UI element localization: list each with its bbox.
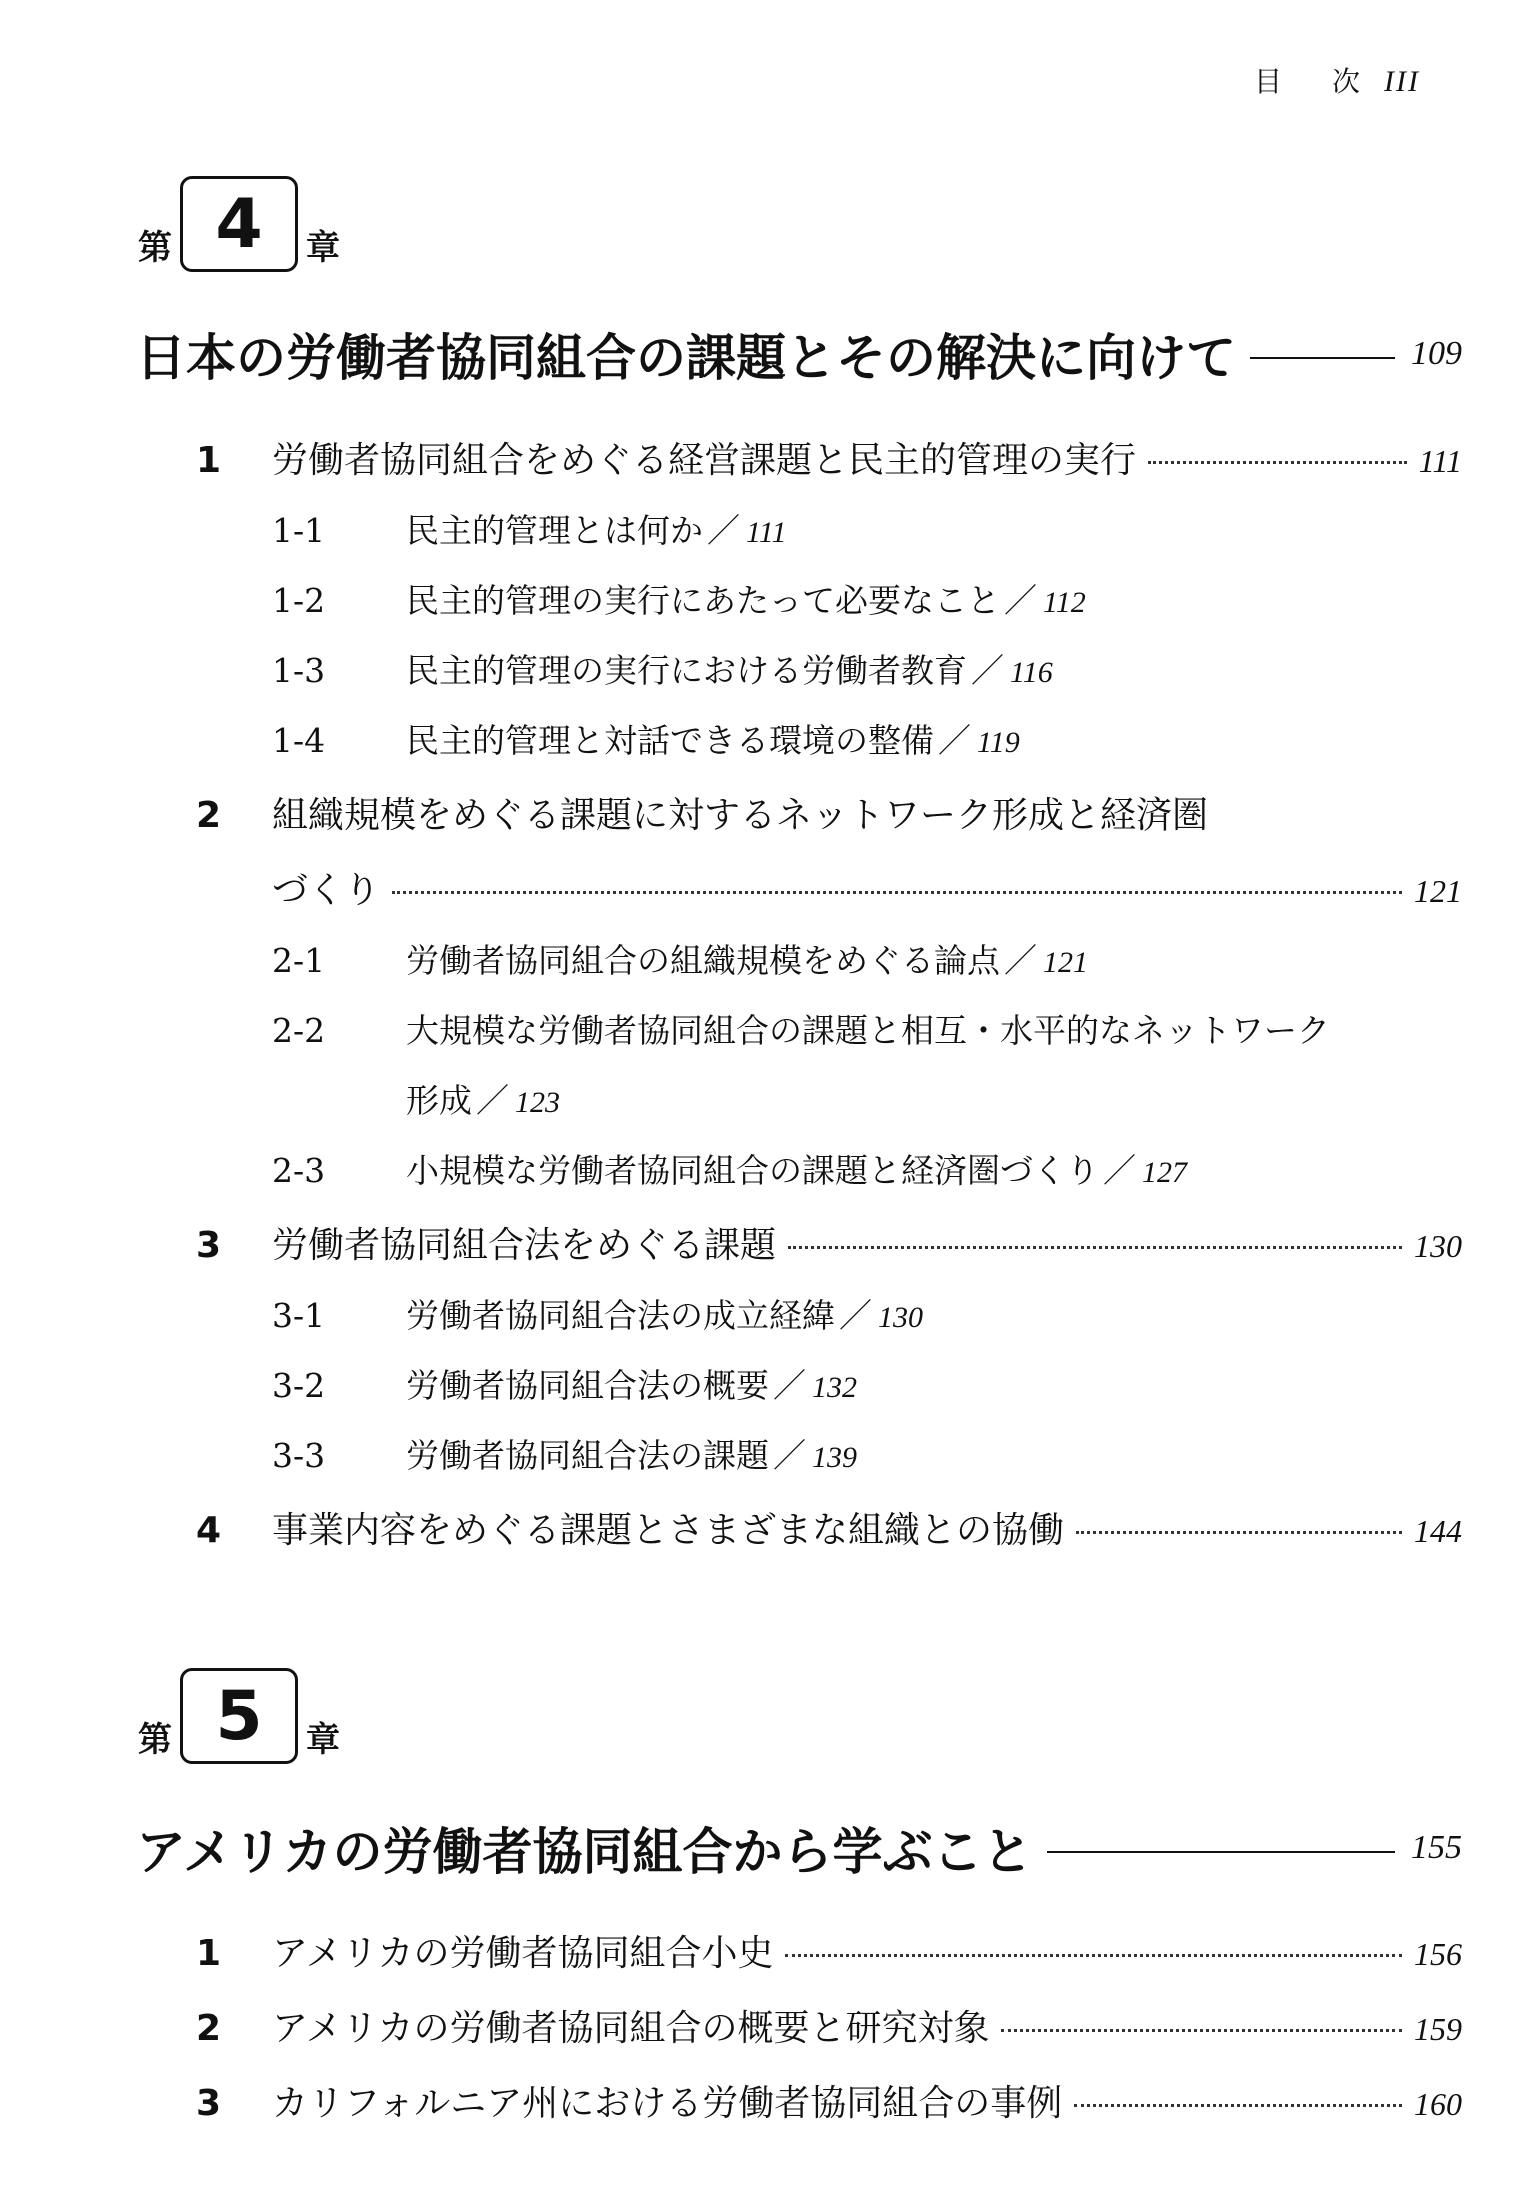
subsection-page: 130: [878, 1301, 923, 1334]
toc-subsection[interactable]: [272, 1145, 1187, 1192]
subsection-title: 大規模な労働者協同組合の課題と相互・水平的なネットワーク: [406, 1011, 1330, 1050]
section-page: 111: [1418, 443, 1462, 479]
subsection-number: 1-3: [272, 651, 326, 690]
subsection-title: 労働者協同組合法の課題: [406, 1436, 769, 1475]
section-page: 156: [1414, 1936, 1462, 1972]
subsection-title: 民主的管理と対話できる環境の整備: [406, 721, 934, 760]
subsection-page: 119: [977, 726, 1020, 759]
section-title: アメリカの労働者協同組合の概要と研究対象: [272, 2008, 990, 2049]
toc-subsection[interactable]: [272, 1290, 923, 1337]
chapter-sho: 章: [306, 1720, 340, 1760]
toc-section[interactable]: [196, 2000, 1462, 2051]
chapter-page: 155: [1411, 1829, 1462, 1866]
toc-section[interactable]: [196, 1502, 1462, 1553]
slash: ／: [938, 721, 971, 760]
chapter-dai: 第: [138, 1720, 172, 1760]
toc-section[interactable]: [196, 1925, 1462, 1976]
running-head-a: 目: [1253, 65, 1284, 98]
toc-section-continuation[interactable]: [196, 862, 1462, 913]
toc-subsection[interactable]: [272, 715, 1020, 762]
section-page: 121: [1414, 873, 1462, 909]
leader-rule: [1047, 1851, 1396, 1853]
toc-subsection[interactable]: [272, 505, 787, 552]
slash: ／: [839, 1296, 872, 1335]
section-number: 3: [196, 2083, 222, 2124]
leader-dots: [788, 1246, 1402, 1249]
subsection-page: 139: [812, 1441, 857, 1474]
toc-subsection[interactable]: [272, 1360, 857, 1407]
toc-subsection[interactable]: [272, 575, 1086, 622]
chapter-dai: 第: [138, 228, 172, 268]
subsection-page: 112: [1043, 586, 1086, 619]
chapter-page: 109: [1411, 335, 1462, 372]
section-title: アメリカの労働者協同組合小史: [272, 1933, 774, 1974]
leader-dots: [1076, 1531, 1402, 1534]
slash: ／: [1004, 581, 1037, 620]
slash: ／: [1103, 1151, 1136, 1190]
section-number: 3: [196, 1225, 222, 1266]
section-number: 2: [196, 2008, 222, 2049]
subsection-number: 3-1: [272, 1296, 326, 1335]
toc-section[interactable]: [196, 1217, 1462, 1268]
slash: ／: [773, 1366, 806, 1405]
chapter-4-title-row[interactable]: [136, 318, 1462, 390]
section-page: 144: [1414, 1513, 1462, 1549]
chapter-5-title-row[interactable]: [136, 1812, 1462, 1884]
toc-section[interactable]: [196, 2075, 1462, 2126]
leader-dots: [1074, 2104, 1402, 2107]
subsection-page: 121: [1043, 946, 1088, 979]
subsection-page: 127: [1142, 1156, 1187, 1189]
subsection-title: 民主的管理の実行にあたって必要なこと: [406, 581, 1000, 620]
subsection-page: 123: [515, 1086, 560, 1119]
slash: ／: [1004, 941, 1037, 980]
slash: ／: [971, 651, 1004, 690]
toc-subsection[interactable]: [272, 1430, 857, 1477]
subsection-number: 1-1: [272, 511, 326, 550]
subsection-page: 116: [1010, 656, 1053, 689]
section-title: 組織規模をめぐる課題に対するネットワーク形成と経済圏: [272, 795, 1209, 836]
subsection-page: 132: [812, 1371, 857, 1404]
subsection-number: 2-3: [272, 1151, 326, 1190]
section-number: 2: [196, 795, 222, 836]
running-head: [1254, 60, 1420, 100]
section-number: 1: [196, 440, 222, 481]
subsection-number: 3-2: [272, 1366, 326, 1405]
leader-dots: [785, 1954, 1402, 1957]
slash: ／: [707, 511, 740, 550]
subsection-title: 労働者協同組合の組織規模をめぐる論点: [406, 941, 1000, 980]
slash: ／: [773, 1436, 806, 1475]
toc-subsection-continuation[interactable]: [272, 1075, 560, 1122]
chapter-number: 5: [215, 1676, 263, 1756]
subsection-number: 2-2: [272, 1011, 326, 1050]
section-page: 160: [1414, 2086, 1462, 2122]
leader-dots: [1001, 2029, 1402, 2032]
toc-subsection[interactable]: [272, 1005, 1330, 1052]
section-page: 159: [1414, 2011, 1462, 2047]
chapter-4-label: [138, 176, 340, 272]
section-title-cont: づくり: [272, 870, 381, 911]
section-title: 労働者協同組合をめぐる経営課題と民主的管理の実行: [272, 440, 1137, 481]
subsection-title: 労働者協同組合法の概要: [406, 1366, 769, 1405]
subsection-title: 民主的管理とは何か: [406, 511, 703, 550]
leader-dots: [392, 891, 1402, 894]
subsection-number: 3-3: [272, 1436, 326, 1475]
toc-subsection[interactable]: [272, 935, 1088, 982]
leader-rule: [1250, 357, 1395, 359]
slash: ／: [476, 1081, 509, 1120]
running-head-b: 次: [1332, 65, 1363, 98]
chapter-number: 4: [215, 184, 263, 264]
toc-section[interactable]: [196, 432, 1462, 483]
section-title: 労働者協同組合法をめぐる課題: [272, 1225, 777, 1266]
running-head-page: III: [1384, 65, 1420, 98]
chapter-number-box: [180, 1668, 298, 1764]
subsection-title-cont: 形成: [406, 1081, 472, 1120]
chapter-5-label: [138, 1668, 340, 1764]
subsection-number: 1-2: [272, 581, 326, 620]
subsection-number: 2-1: [272, 941, 326, 980]
section-title: カリフォルニア州における労働者協同組合の事例: [272, 2083, 1063, 2124]
chapter-title: アメリカの労働者協同組合から学ぶこと: [136, 1823, 1033, 1881]
subsection-title: 労働者協同組合法の成立経緯: [406, 1296, 835, 1335]
chapter-title: 日本の労働者協同組合の課題とその解決に向けて: [136, 329, 1236, 387]
toc-section[interactable]: [196, 787, 1462, 838]
leader-dots: [1148, 461, 1407, 464]
subsection-title: 民主的管理の実行における労働者教育: [406, 651, 967, 690]
subsection-page: 111: [746, 516, 787, 549]
section-number: 4: [196, 1510, 222, 1551]
chapter-number-box: [180, 176, 298, 272]
section-page: 130: [1414, 1228, 1462, 1264]
toc-subsection[interactable]: [272, 645, 1053, 692]
subsection-number: 1-4: [272, 721, 326, 760]
chapter-sho: 章: [306, 228, 340, 268]
subsection-title: 小規模な労働者協同組合の課題と経済圏づくり: [406, 1151, 1099, 1190]
section-title: 事業内容をめぐる課題とさまざまな組織との協働: [272, 1510, 1065, 1551]
section-number: 1: [196, 1933, 222, 1974]
